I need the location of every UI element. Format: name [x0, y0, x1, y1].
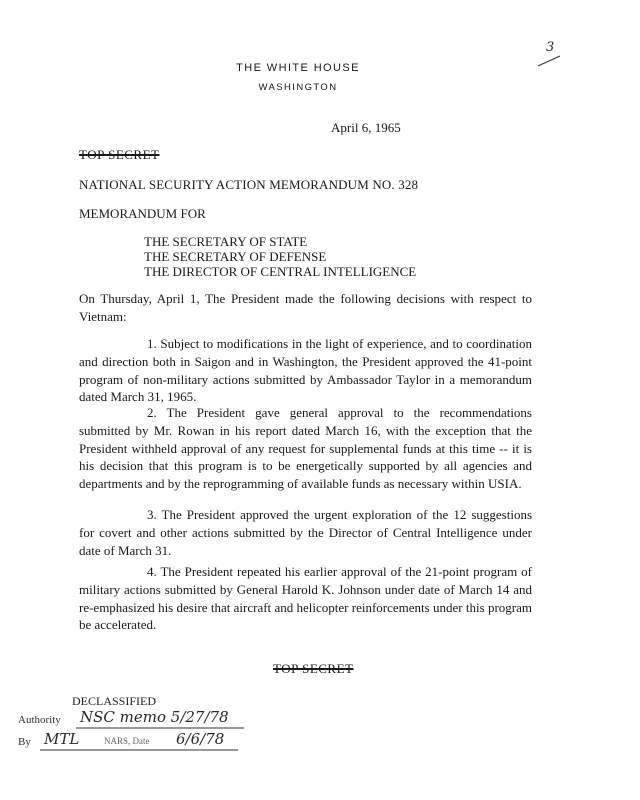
decision-paragraph: 4. The President repeated his earlier approval of the 21-point program of military actions submitted by General Harold K. Johnson under date of March 14 and re-emphasized his desire that aircraft and helicopter reinforcements under this program be accelerated. — [79, 564, 532, 633]
recipient-line: THE SECRETARY OF DEFENSE — [144, 249, 327, 264]
classification-bottom: TOP SECRET — [273, 661, 354, 676]
letterhead-city: WASHINGTON — [258, 82, 338, 93]
memo-date: April 6, 1965 — [331, 120, 401, 135]
nars-date-label: NARS, Date — [104, 736, 150, 746]
by-underline — [40, 748, 240, 752]
memo-title: NATIONAL SECURITY ACTION MEMORANDUM NO. 328 — [79, 177, 419, 192]
recipient-line: THE SECRETARY OF STATE — [144, 234, 308, 249]
decision-paragraph: 2. The President gave general approval to the recommendations submitted by Mr. Rowan in his report dated March 16, with the exception that the President withheld approval of any request for supplemental funds at this time -- it is his decision that this program is to be energetically supported by all agencies and departments and by the reprogramming of available funds as necessary within USIA. — [79, 405, 532, 492]
authority-label: Authority — [18, 714, 61, 726]
intro-paragraph: On Thursday, April 1, The President made the following decisions with respect to Vietnam: — [79, 291, 532, 324]
authority-value: NSC memo 5/27/78 — [80, 708, 229, 726]
by-label: By — [18, 736, 31, 748]
decision-paragraph: 1. Subject to modifications in the light of experience, and to coordination and direction both in Saigon and in Washington, the President approved the 41-point program of non-military actions submitted by Ambassador Taylor in a memorandum dated March 31, 1965. — [79, 336, 532, 405]
recipient-line: THE DIRECTOR OF CENTRAL INTELLIGENCE — [144, 264, 417, 279]
declassification-stamp — [14, 690, 254, 754]
decision-paragraph: 3. The President approved the urgent exploration of the 12 suggestions for covert and other actions submitted by the Director of Central Intelligence under date of March 31. — [79, 507, 532, 558]
memo-for-label: MEMORANDUM FOR — [79, 206, 206, 221]
by-value: MTL — [44, 730, 80, 748]
page-mark: 3 — [546, 40, 555, 55]
declass-date-value: 6/6/78 — [176, 730, 225, 748]
classification-top: TOP SECRET — [79, 147, 160, 162]
declassified-label: DECLASSIFIED — [72, 694, 157, 708]
letterhead-org: THE WHITE HOUSE — [236, 62, 360, 74]
